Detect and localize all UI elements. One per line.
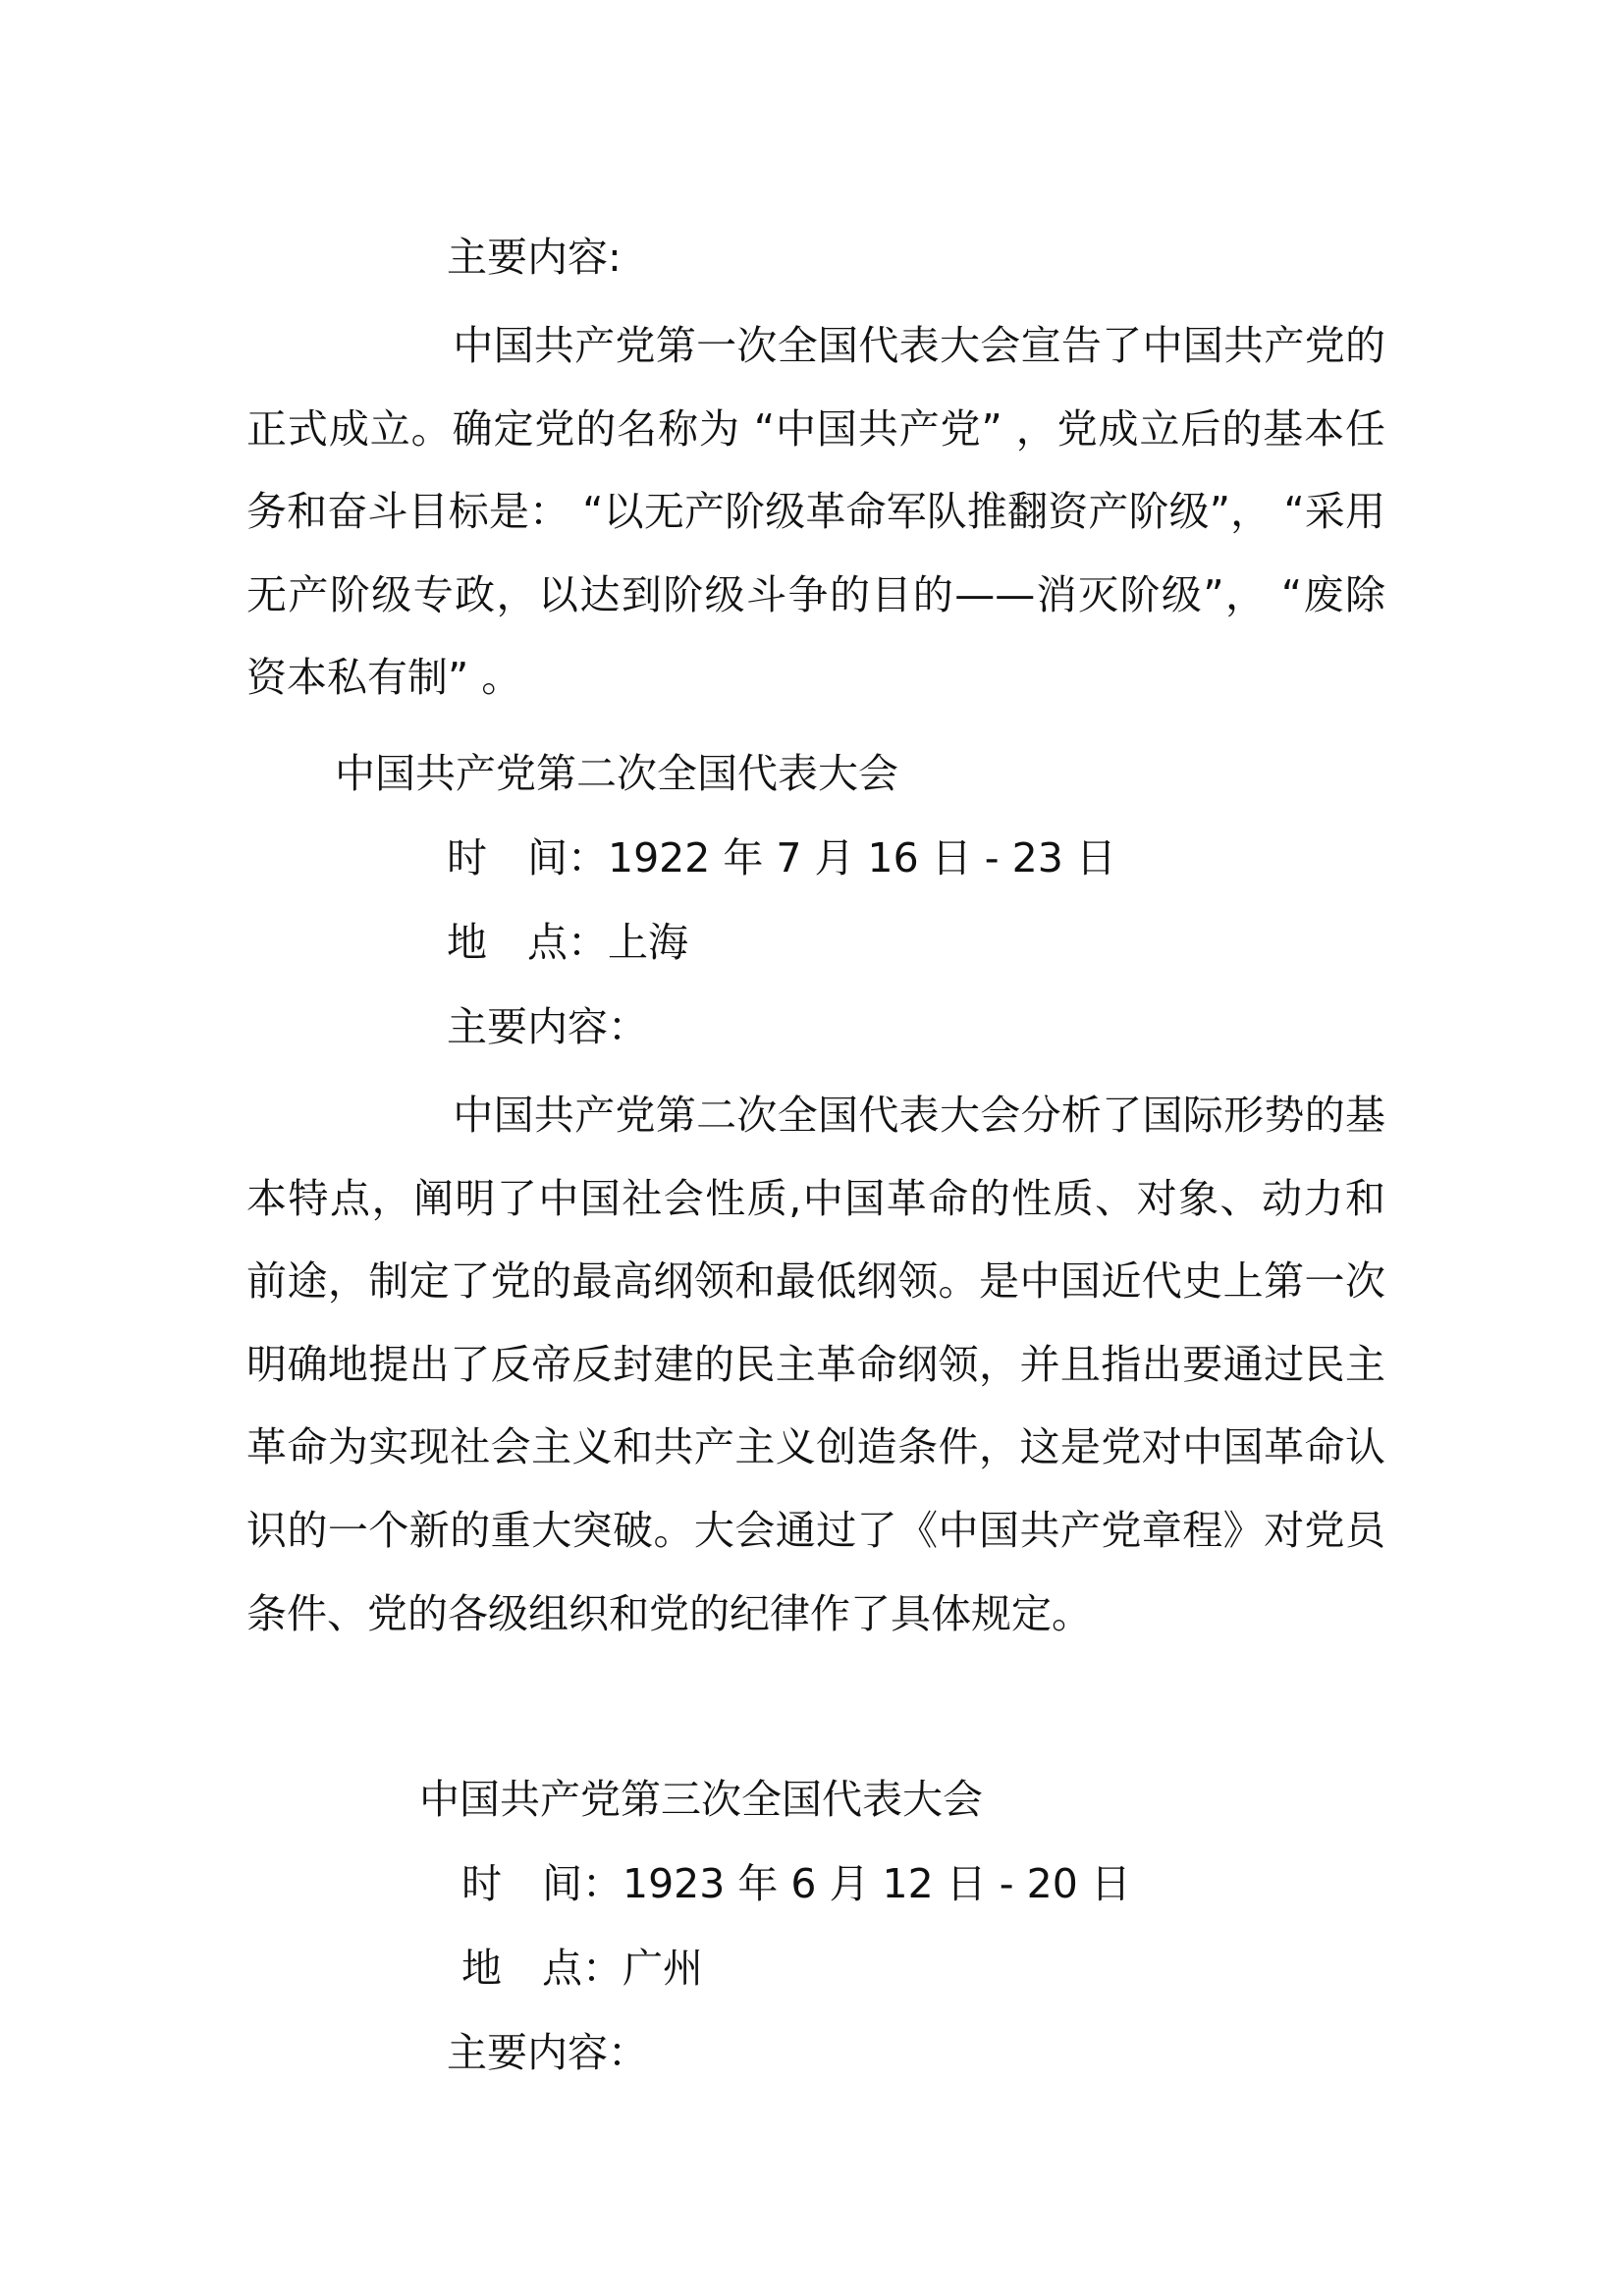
congress2-content-label: 主要内容： bbox=[447, 1003, 648, 1050]
congress1-content-paragraph bbox=[246, 304, 1385, 720]
congress2-time: 时 间：1922 年 7 月 16 日 - 23 日 bbox=[447, 834, 1116, 881]
congress1-content-text: 中国共产党第一次全国代表大会宣告了中国共产党的正式成立。确定党的名称为 “中国共产党” ，党成立后的基本任务和奋斗目标是： “以无产阶级革命军队推翻资产阶级”， “采用无产阶级专政，以达到阶级斗争的目的——消灭阶级”， “废除资本私有制” 。 bbox=[246, 322, 1385, 702]
congress3-time: 时 间：1923 年 6 月 12 日 - 20 日 bbox=[461, 1860, 1131, 1907]
congress3-place: 地 点：广州 bbox=[461, 1945, 703, 1992]
congress2-place: 地 点：上海 bbox=[447, 919, 688, 966]
congress2-content-text: 中国共产党第二次全国代表大会分析了国际形势的基本特点，阐明了中国社会性质,中国革命的性质、对象、动力和前途，制定了党的最高纲领和最低纲领。是中国近代史上第一次明确地提出了反帝反封建的民主革命纲领，并且指出要通过民主革命为实现社会主义和共产主义创造条件，这是党对中国革命认识的一个新的重大突破。大会通过了《中国共产党章程》对党员条件、党的各级组织和党的纪律作了具体规定。 bbox=[246, 1092, 1385, 1637]
congress3-content-label: 主要内容： bbox=[447, 2029, 648, 2076]
congress1-content-label: 主要内容: bbox=[447, 234, 622, 281]
congress2-title: 中国共产党第二次全国代表大会 bbox=[335, 750, 898, 797]
congress3-title: 中国共产党第三次全国代表大会 bbox=[419, 1776, 983, 1823]
congress2-content-paragraph bbox=[246, 1074, 1385, 1655]
